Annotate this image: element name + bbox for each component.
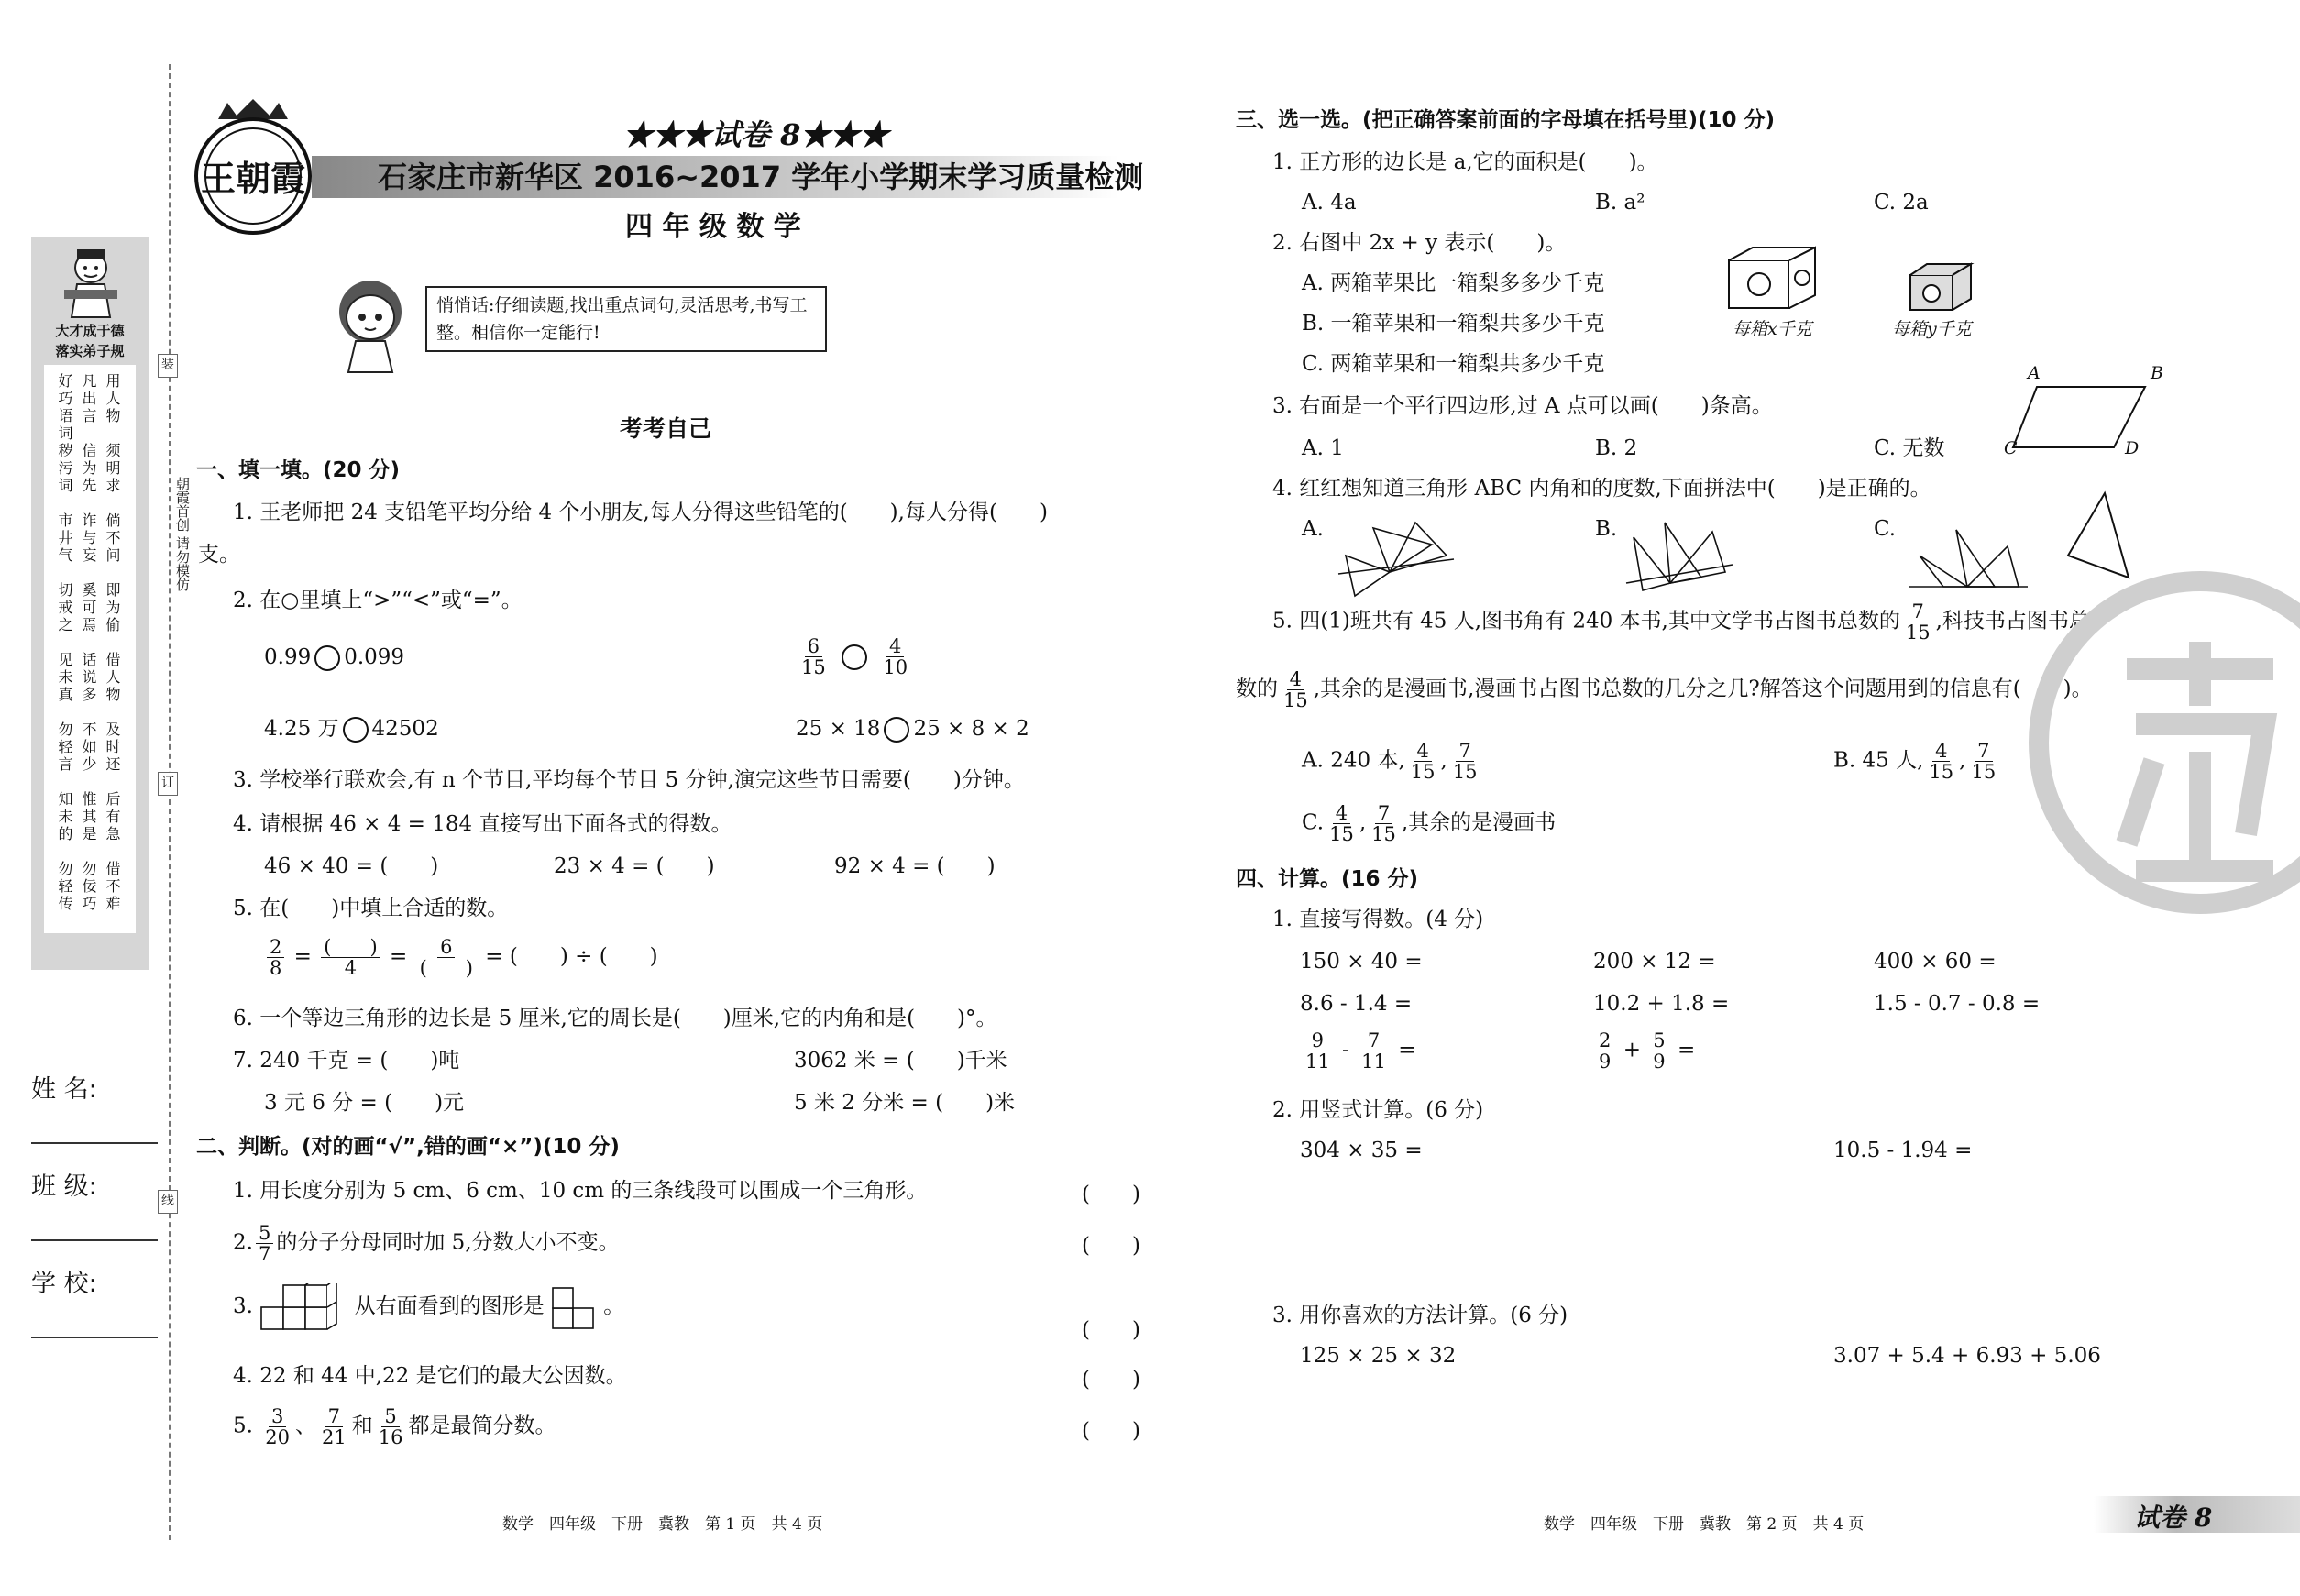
s1-q2c <box>264 715 439 743</box>
s2-head: 二、判断。(对的画“√”,错的画“×”)(10 分) <box>196 1135 620 1159</box>
fraction: $\frac{4}{15}$ <box>1329 802 1354 845</box>
answer-paren[interactable]: ( ) <box>1082 1318 1140 1342</box>
s1-q6: 6. 一个等边三角形的边长是 5 厘米,它的周长是( )厘米,它的内角和是( )°。 <box>233 1007 997 1030</box>
s3-c3: 3. 右面是一个平行四边形,过 A 点可以画( )条高。 <box>1272 394 1773 418</box>
s3-c1b: B. a² <box>1595 191 1645 215</box>
q2d-right: 25 × 8 × 2 <box>913 717 1029 741</box>
poem-column: 市井气 <box>58 512 73 564</box>
school-line <box>31 1337 158 1338</box>
answer-paren[interactable]: ( ) <box>1082 1419 1140 1443</box>
motto-bottom: 落实弟子规 <box>55 343 125 359</box>
side-note: 朝霞首创 请勿模仿 <box>174 477 191 591</box>
fraction: $\frac{7}{15}$ <box>1452 740 1478 783</box>
s4-e7: $\frac{9}{11}$ - $\frac{7}{11}$ = <box>1300 1030 1415 1072</box>
poem-column: 后有急 <box>105 790 121 842</box>
footer-right: 数学 四年级 下册 冀教 第 2 页 共 4 页 <box>1544 1515 1865 1534</box>
class-label: 班 级: <box>31 1172 97 1201</box>
s3-c4: 4. 红红想知道三角形 ABC 内角和的度数,下面拼法中( )是正确的。 <box>1272 477 1931 501</box>
fraction: $\frac{4}{10}$ <box>883 635 908 678</box>
s3-c5-optC: C. $\frac{4}{15}$ , $\frac{7}{15}$ ,其余的是漫画书 <box>1302 802 1557 845</box>
class-line <box>31 1239 158 1241</box>
s1-q2a <box>264 644 404 671</box>
s4-e1: 150 × 40 = <box>1300 950 1423 974</box>
s3-c5-optA: A. 240 本, $\frac{4}{15}$ , $\frac{7}{15}$ <box>1302 741 1483 782</box>
s1-q2d <box>796 715 1029 743</box>
poem-column: 用人物 <box>105 372 121 424</box>
s3-c2: 2. 右图中 2x + y 表示( )。 <box>1272 231 1567 255</box>
s3-c3b: B. 2 <box>1595 436 1638 460</box>
triangle-arrangement-a-icon <box>1337 519 1456 601</box>
s4-k3: 3. 用你喜欢的方法计算。(6 分) <box>1272 1304 1568 1327</box>
fraction: $\frac{7}{15}$ <box>1371 802 1396 845</box>
poem-column: 秽污词 <box>58 442 73 494</box>
s3-head: 三、选一选。(把正确答案前面的字母填在括号里)(10 分) <box>1236 108 1776 132</box>
s3-c1: 1. 正方形的边长是 a,它的面积是( )。 <box>1272 150 1658 174</box>
s2-j3: 3. 从右面看到的图形是 。 <box>233 1283 624 1331</box>
poem-column: 见未真 <box>58 651 73 703</box>
tip-text: 悄悄话:仔细读题,找出重点词句,灵活思考,书写工整。相信你一定能行! <box>436 295 808 343</box>
poem-column: 奚可焉 <box>82 581 97 633</box>
s4-head: 四、计算。(16 分) <box>1236 867 1419 891</box>
triangle-arrangement-b-icon <box>1624 519 1734 596</box>
triangle-arrangement-c-icon <box>1907 528 2030 589</box>
girl-figure-icon <box>328 275 413 374</box>
school-label: 学 校: <box>31 1270 97 1298</box>
poem-column: 即为偷 <box>105 581 121 633</box>
s3-c4b: B. <box>1595 517 1618 541</box>
bind-mark-2: 订 <box>158 772 178 796</box>
name-line <box>31 1142 158 1144</box>
binding-line <box>169 64 171 1540</box>
s1-q4c: 92 × 4 = ( ) <box>834 854 996 878</box>
poem-column: 话说多 <box>82 651 97 703</box>
s1-q4a: 46 × 40 = ( ) <box>264 854 439 878</box>
s1-q7d: 5 米 2 分米 = ( )米 <box>794 1091 1016 1115</box>
s4-e4: 8.6 - 1.4 = <box>1300 992 1413 1016</box>
box2-label: 每箱y千克 <box>1892 319 1972 339</box>
poem-column: 信为先 <box>82 442 97 494</box>
poem-column: 凡出言 <box>82 372 97 424</box>
fraction: $\frac{7}{15}$ <box>1905 600 1931 644</box>
fraction: $\frac{2}{8}$ <box>267 937 284 978</box>
s3-c4c: C. <box>1874 517 1897 541</box>
q2c-right: 42502 <box>371 717 439 741</box>
poem-box <box>44 365 136 933</box>
s1-q5-eq: $\frac{2}{8}$ = $\frac{( )}{4}$ = $\frac{6}{( )}$ = ( ) ÷ ( ) <box>264 937 658 978</box>
fraction: $\frac{5}{16}$ <box>378 1405 403 1448</box>
s3-c5-line2: 数的 $\frac{4}{15}$ ,其余的是漫画书,漫画书占图书总数的几分之几?解答这个问题用到的信息有( )。 <box>1236 668 2093 711</box>
compare-circle[interactable] <box>884 717 909 743</box>
s1-q2b <box>796 636 913 677</box>
poem-column: 勿轻言 <box>58 721 73 773</box>
s3-c1a: A. 4a <box>1302 191 1357 215</box>
fraction: $\frac{7}{15}$ <box>1971 740 1997 783</box>
s2-j4: 4. 22 和 44 中,22 是它们的最大公因数。 <box>233 1364 627 1388</box>
side-view-icon <box>551 1284 597 1330</box>
s3-c5-line1: 5. 四(1)班共有 45 人,图书角有 240 本书,其中文学书占图书总数的 $\frac{7}{15}$ ,科技书占图书总 <box>1272 600 2090 644</box>
q2a-right: 0.099 <box>344 645 405 669</box>
answer-paren[interactable]: ( ) <box>1082 1183 1140 1206</box>
s2-j2: 2. $\frac{5}{7}$ 的分子分母同时加 5,分数大小不变。 <box>233 1222 620 1265</box>
poem-column: 切戒之 <box>58 581 73 633</box>
logo-seal-icon <box>191 99 315 237</box>
fraction: $\frac{( )}{4}$ <box>321 937 380 978</box>
exam-badge: ★★★试卷 8★★★ <box>623 117 889 152</box>
motto-top: 大才成于德 <box>55 323 125 339</box>
s4-w1: 125 × 25 × 32 <box>1300 1344 1457 1368</box>
subject-title: 四 年 级 数 学 <box>625 211 801 243</box>
q2a-left: 0.99 <box>264 645 312 669</box>
cube-stack-icon <box>259 1283 347 1331</box>
pear-box-icon <box>1907 260 1975 314</box>
tip-box <box>425 286 827 352</box>
scholar-figure-icon <box>59 244 123 319</box>
poem-column: 知未的 <box>58 790 73 842</box>
compare-circle[interactable] <box>343 717 369 743</box>
s1-q1b: 支。 <box>198 543 240 567</box>
poem-column: 借人物 <box>105 651 121 703</box>
fraction: $\frac{4}{15}$ <box>1929 740 1954 783</box>
s1-q1a: 1. 王老师把 24 支铅笔平均分给 4 个小朋友,每人分得这些铅笔的( ),每人分得( ) <box>233 501 1048 524</box>
fraction: $\frac{7}{11}$ <box>1361 1029 1386 1073</box>
s1-q7a: 7. 240 千克 = ( )吨 <box>233 1049 460 1073</box>
compare-circle[interactable] <box>842 644 867 670</box>
fraction: $\frac{4}{15}$ <box>1410 740 1436 783</box>
answer-paren[interactable]: ( ) <box>1082 1368 1140 1392</box>
footer-badge: 试卷 8 <box>2134 1502 2213 1533</box>
s3-c4a: A. <box>1302 517 1324 541</box>
poem-column: 及时还 <box>105 721 121 773</box>
fraction: $\frac{6}{15}$ <box>801 635 826 678</box>
poem-column: 倘不问 <box>105 512 121 564</box>
s3-c3c: C. 无数 <box>1874 436 1945 460</box>
point-a: A <box>2028 363 2041 383</box>
s4-e8: $\frac{2}{9}$ + $\frac{5}{9}$ = <box>1593 1030 1695 1072</box>
s3-c1c: C. 2a <box>1874 191 1929 215</box>
s3-c5-optB: B. 45 人, $\frac{4}{15}$ , $\frac{7}{15}$ <box>1833 741 2001 782</box>
fraction: $\frac{5}{7}$ <box>256 1223 273 1264</box>
point-b: B <box>2151 363 2163 383</box>
svg-text:王朝霞: 王朝霞 <box>200 158 306 199</box>
s1-q5: 5. 在( )中填上合适的数。 <box>233 897 509 920</box>
fraction: $\frac{3}{20}$ <box>265 1405 290 1448</box>
s4-v2: 10.5 - 1.94 = <box>1833 1139 1973 1162</box>
s2-j1: 1. 用长度分别为 5 cm、6 cm、10 cm 的三条线段可以围成一个三角形。 <box>233 1179 928 1203</box>
name-label: 姓 名: <box>31 1075 97 1104</box>
poem-column: 借不难 <box>105 860 121 912</box>
poem-column: 勿轻传 <box>58 860 73 912</box>
poem-column: 惟其是 <box>82 790 97 842</box>
s3-c2c: C. 两箱苹果和一箱梨共多少千克 <box>1302 352 1605 376</box>
s3-c2a: A. 两箱苹果比一箱梨多多少千克 <box>1302 271 1605 295</box>
fraction: $\frac{7}{21}$ <box>322 1405 347 1448</box>
s4-v1: 304 × 35 = <box>1300 1139 1423 1162</box>
s4-k1: 1. 直接写得数。(4 分) <box>1272 908 1484 931</box>
s3-c3a: A. 1 <box>1302 436 1344 460</box>
s1-q4: 4. 请根据 46 × 4 = 184 直接写出下面各式的得数。 <box>233 812 732 836</box>
s1-q3: 3. 学校举行联欢会,有 n 个节目,平均每个节目 5 分钟,演完这些节目需要( )分钟。 <box>233 768 1025 792</box>
s1-q4b: 23 × 4 = ( ) <box>554 854 715 878</box>
secret-seal-watermark-icon <box>2026 568 2300 917</box>
s1-head: 一、填一填。(20 分) <box>196 458 401 482</box>
s4-e6: 1.5 - 0.7 - 0.8 = <box>1874 992 2041 1016</box>
s4-k2: 2. 用竖式计算。(6 分) <box>1272 1098 1484 1122</box>
s1-q7b: 3062 米 = ( )千米 <box>794 1049 1007 1073</box>
poem-column: 好巧语词 <box>58 372 73 442</box>
compare-circle[interactable] <box>314 645 340 671</box>
page-title: 石家庄市新华区 2016~2017 学年小学期末学习质量检测 <box>378 160 1144 194</box>
s3-c2b: B. 一箱苹果和一箱梨共多少千克 <box>1302 312 1605 336</box>
q5-rest: = ( ) ÷ ( ) <box>485 944 658 969</box>
poem-column: 勿佞巧 <box>82 860 97 912</box>
s4-e5: 10.2 + 1.8 = <box>1593 992 1730 1016</box>
s4-e3: 400 × 60 = <box>1874 950 1997 974</box>
box1-label: 每箱x千克 <box>1733 319 1812 339</box>
s1-q2: 2. 在○里填上“>”“<”或“=”。 <box>233 589 523 612</box>
fraction: $\frac{6}{( )}$ <box>419 936 473 979</box>
s4-e2: 200 × 12 = <box>1593 950 1716 974</box>
footer-left: 数学 四年级 下册 冀教 第 1 页 共 4 页 <box>502 1515 823 1534</box>
q2c-left: 4.25 万 <box>264 717 339 741</box>
poem-column: 须明求 <box>105 442 121 494</box>
sidebar-panel <box>31 237 149 970</box>
fraction: $\frac{4}{15}$ <box>1283 668 1308 711</box>
fraction: $\frac{9}{11}$ <box>1305 1029 1330 1073</box>
bind-mark-3: 线 <box>158 1190 178 1214</box>
fraction: $\frac{5}{9}$ <box>1650 1030 1667 1072</box>
bind-mark-1: 装 <box>158 354 178 378</box>
q2d-left: 25 × 18 <box>796 717 881 741</box>
apple-box-icon <box>1725 244 1819 312</box>
point-c: C <box>2004 438 2018 458</box>
point-d: D <box>2125 438 2140 458</box>
section-kaokao: 考考自己 <box>620 415 712 442</box>
answer-paren[interactable]: ( ) <box>1082 1234 1140 1258</box>
poem-column: 不如少 <box>82 721 97 773</box>
poem-column: 诈与妄 <box>82 512 97 564</box>
s1-q7c: 3 元 6 分 = ( )元 <box>264 1091 465 1115</box>
s2-j5: 5. $\frac{3}{20}$ 、 $\frac{7}{21}$ 和 $\frac{5}{16}$ 都是最简分数。 <box>233 1405 556 1448</box>
s4-w2: 3.07 + 5.4 + 6.93 + 5.06 <box>1833 1344 2101 1368</box>
fraction: $\frac{2}{9}$ <box>1596 1030 1613 1072</box>
